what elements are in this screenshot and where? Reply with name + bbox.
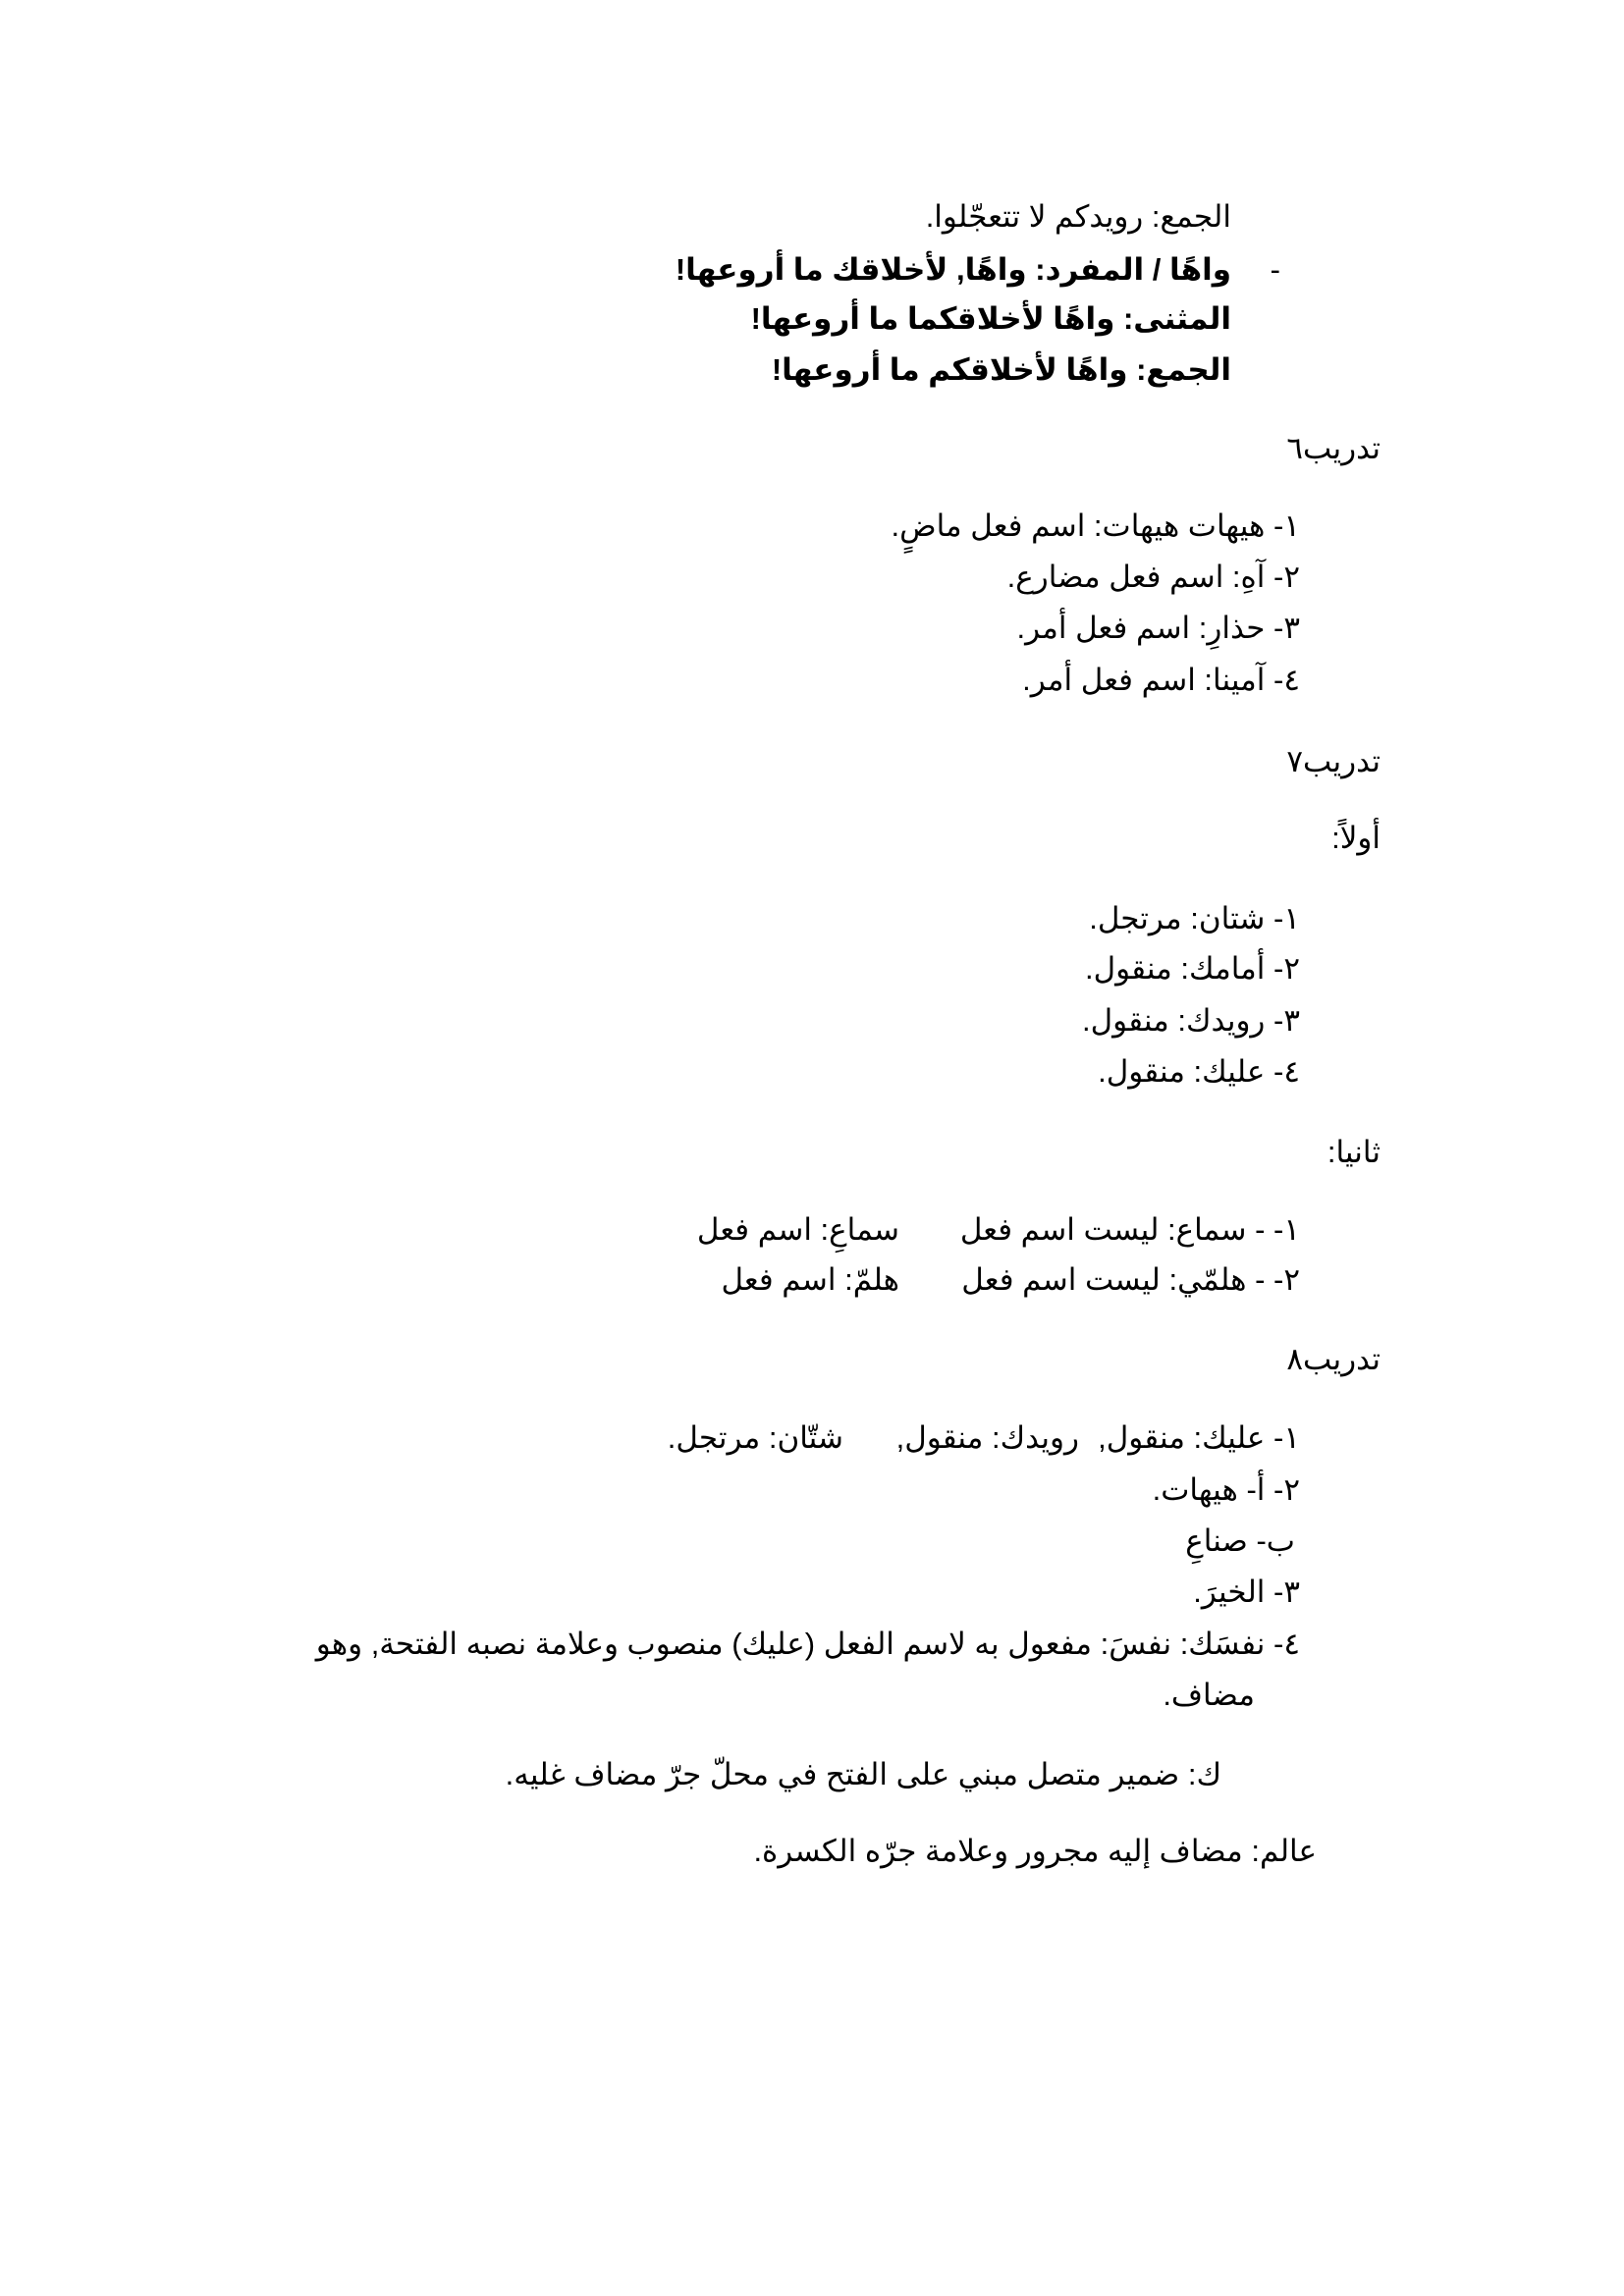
exercise7-second-label: ثانيا: [1326, 1135, 1380, 1169]
exercise8-item-3: ٣- الخيرَ. [1193, 1575, 1300, 1609]
exercise6-item-3: ٣- حذارِ: اسم فعل أمر. [1016, 611, 1300, 645]
exercise7-first-label: أولاً: [1331, 821, 1380, 855]
exercise7-second-row-2-left: ٢- - هلمّي: ليست اسم فعل [961, 1262, 1300, 1297]
exercise7-second-row-2-right: هلمّ: اسم فعل [721, 1262, 899, 1297]
exercise8-item-1-part-1: ١- عليك: منقول, [1098, 1420, 1300, 1455]
exercise6-item-2: ٢- آهِ: اسم فعل مضارع. [1006, 560, 1300, 594]
exercise8-item-2b: ب- صناعِ [1185, 1523, 1295, 1558]
exercise8-item-2a: ٢- أ- هيهات. [1152, 1472, 1300, 1507]
exercise8-alam-note: عالم: مضاف إليه مجرور وعلامة جرّه الكسرة. [753, 1834, 1317, 1868]
exercise6-title: تدريب٦ [1286, 431, 1380, 465]
exercise8-item-4-line-2: مضاف. [1163, 1678, 1255, 1712]
plural-line-2: الجمع: واهًا لأخلاقكم ما أروعها! [771, 352, 1231, 387]
exercise6-item-4: ٤- آمينا: اسم فعل أمر. [1022, 663, 1300, 697]
dash-marker: - [1270, 252, 1280, 287]
exercise7-first-item-3: ٣- رويدك: منقول. [1081, 1003, 1300, 1038]
plural-line-1: الجمع: رويدكم لا تتعجّلوا. [925, 199, 1231, 234]
singular-line: واهًا / المفرد: واهًا, لأخلاقك ما أروعها! [675, 252, 1231, 287]
exercise8-item-4-line-1: ٤- نفسَك: نفسَ: مفعول به لاسم الفعل (عليك) منصوب وعلامة نصبه الفتحة, وهو [315, 1627, 1300, 1661]
exercise7-second-row-1-right: سماعِ: اسم فعل [696, 1212, 899, 1247]
exercise7-first-item-4: ٤- عليك: منقول. [1098, 1054, 1300, 1089]
exercise7-second-row-1-left: ١- - سماع: ليست اسم فعل [959, 1212, 1300, 1247]
exercise8-title: تدريب٨ [1286, 1342, 1380, 1376]
exercise8-item-1-part-2: رويدك: منقول, [895, 1420, 1079, 1455]
exercise8-item-1-part-3: شتّان: مرتجل. [667, 1420, 843, 1455]
exercise7-first-item-1: ١- شتان: مرتجل. [1089, 901, 1300, 935]
exercise6-item-1: ١- هيهات هيهات: اسم فعل ماضٍ. [891, 508, 1300, 543]
exercise7-first-item-2: ٢- أمامك: منقول. [1084, 951, 1300, 986]
exercise8-kaf-note: ك: ضمير متصل مبني على الفتح في محلّ جرّ مضاف غليه. [505, 1757, 1221, 1791]
exercise7-title: تدريب٧ [1286, 744, 1380, 778]
dual-line: المثنى: واهًا لأخلاقكما ما أروعها! [750, 301, 1231, 336]
